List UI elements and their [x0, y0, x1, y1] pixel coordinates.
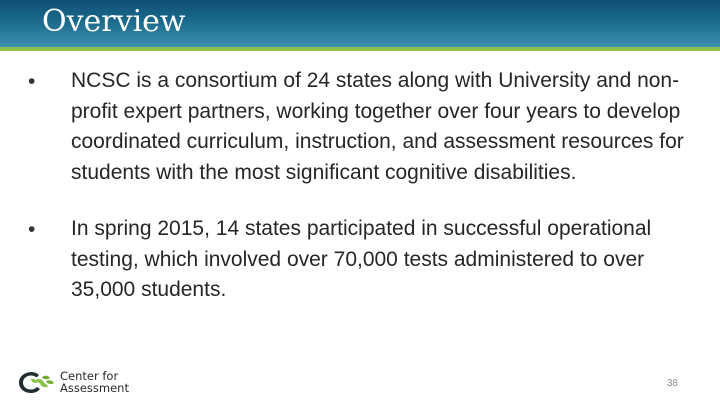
logo-text-line-1: Center for [60, 369, 119, 383]
slide-title: Overview [42, 4, 186, 39]
bullet-marker: • [28, 218, 36, 241]
bullet-item [0, 214, 720, 306]
title-underline [0, 47, 720, 51]
bullet-text: NCSC is a consortium of 24 states along with University and non-profit expert partners, working together over four years to develop coordinated curriculum, instruction, and assessment resources for students with the most significant cognitive disabilities. [71, 69, 684, 184]
center-for-assessment-logo-icon [18, 369, 56, 395]
bullet-item [0, 66, 720, 188]
logo-text-line-2: Assessment [60, 381, 129, 395]
center-for-assessment-logo [18, 367, 158, 397]
page-number: 38 [666, 378, 678, 389]
bullet-marker: • [28, 70, 36, 93]
bullet-list [0, 66, 720, 332]
title-bar [0, 0, 720, 47]
bullet-text: In spring 2015, 14 states participated in successful operational testing, which involved over 70,000 tests administered to over 35,000 students. [71, 217, 652, 301]
